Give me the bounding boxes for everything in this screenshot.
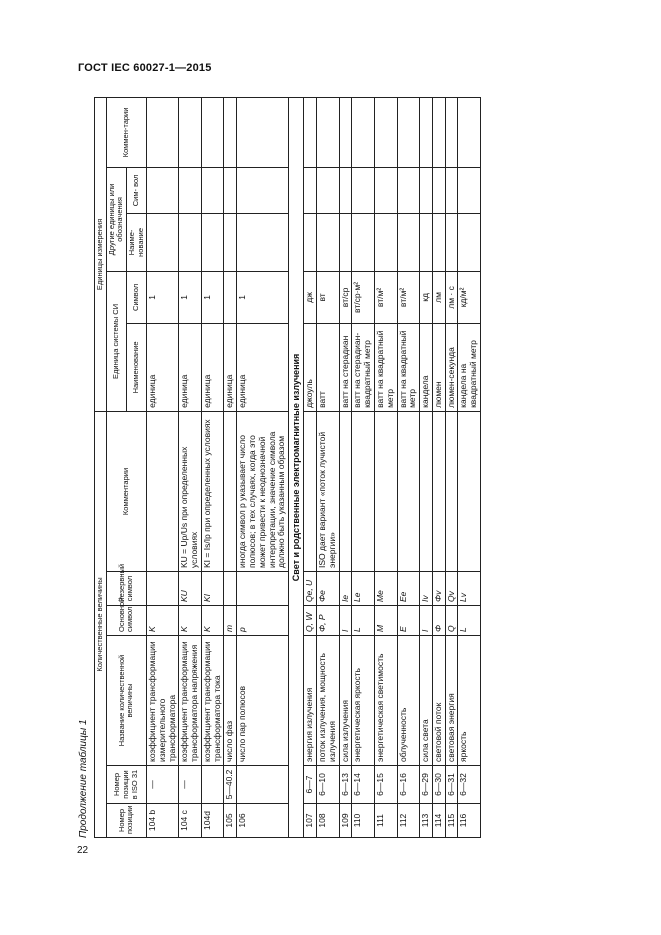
cell-name: облученность	[397, 636, 420, 766]
header-name: Название количественной величины	[106, 636, 147, 766]
cell-empty	[397, 213, 420, 271]
cell-main: Φ, P	[317, 606, 340, 636]
cell-si-symbol: лм	[432, 271, 445, 323]
cell-main: p	[237, 606, 289, 636]
cell-empty	[179, 97, 202, 167]
cell-main: L	[352, 606, 375, 636]
cell-empty	[375, 167, 398, 213]
cell-reserve: Qe, U	[304, 572, 317, 606]
cell-si-name: единица	[224, 323, 237, 411]
cell-empty	[317, 167, 340, 213]
document-title: ГОСТ IEC 60027-1—2015	[78, 62, 212, 74]
header-reserve-symbol: Резервный символ	[106, 572, 147, 606]
cell-main: K	[201, 606, 224, 636]
cell-comment: ISO дает вариант «поток лучистой энергии»	[317, 411, 340, 571]
cell-main: K	[179, 606, 202, 636]
cell-name: сила излучения	[339, 636, 352, 766]
cell-si-symbol: 1	[237, 271, 289, 323]
cell-si-name: единица	[237, 323, 289, 411]
cell-iso: 6—10	[317, 766, 340, 804]
cell-empty	[432, 213, 445, 271]
cell-iso: 6—32	[458, 766, 481, 804]
table-row	[224, 97, 237, 837]
cell-iso	[201, 766, 224, 804]
cell-main: I	[339, 606, 352, 636]
cell-si-symbol: 1	[147, 271, 179, 323]
cell-iso: —	[179, 766, 202, 804]
cell-si-symbol: кд	[420, 271, 433, 323]
cell-reserve: Ie	[339, 572, 352, 606]
continuation-label: Продолжение таблицы 1	[78, 719, 89, 838]
cell-si-name: ватт на квадратный метр	[375, 323, 398, 411]
cell-main: I	[420, 606, 433, 636]
cell-empty	[420, 213, 433, 271]
cell-empty	[397, 97, 420, 167]
cell-si-symbol: вт/ср	[339, 271, 352, 323]
cell-empty	[432, 97, 445, 167]
header-unit-comments: Коммен-тарии	[106, 97, 147, 167]
table-row	[397, 97, 420, 837]
cell-reserve	[237, 572, 289, 606]
cell-name: энергетическая светимость	[375, 636, 398, 766]
cell-reserve: Iv	[420, 572, 433, 606]
cell-reserve: Qv	[445, 572, 458, 606]
cell-reserve: Ee	[397, 572, 420, 606]
cell-empty	[458, 167, 481, 213]
cell-empty	[432, 167, 445, 213]
cell-pos: 104d	[201, 804, 224, 838]
table-body-electrical	[147, 97, 289, 837]
table-row	[317, 97, 340, 837]
cell-si-name: ватт на стерадиан	[339, 323, 352, 411]
cell-pos: 104 b	[147, 804, 179, 838]
cell-name: число пар полюсов	[237, 636, 289, 766]
cell-empty	[375, 97, 398, 167]
cell-comment	[147, 411, 179, 571]
cell-empty	[147, 167, 179, 213]
page-number: 22	[77, 845, 89, 856]
cell-comment	[458, 411, 481, 571]
cell-main: m	[224, 606, 237, 636]
section-title: Свет и родственные электромагнитные излучения	[289, 97, 304, 837]
cell-comment	[304, 411, 317, 571]
cell-iso: 6—16	[397, 766, 420, 804]
cell-si-symbol: кд/м²	[458, 271, 481, 323]
cell-empty	[224, 167, 237, 213]
cell-empty	[445, 97, 458, 167]
cell-name: световой поток	[432, 636, 445, 766]
cell-reserve: Φe	[317, 572, 340, 606]
cell-empty	[375, 213, 398, 271]
header-other-units: Другие единицы или обозначения	[106, 167, 126, 271]
cell-empty	[317, 213, 340, 271]
cell-reserve: Φv	[432, 572, 445, 606]
cell-iso: 6—29	[420, 766, 433, 804]
cell-si-name: джоуль	[304, 323, 317, 411]
cell-si-symbol: 1	[201, 271, 224, 323]
cell-main: L	[458, 606, 481, 636]
cell-name: число фаз	[224, 636, 237, 766]
table-row	[201, 97, 224, 837]
cell-empty	[317, 97, 340, 167]
cell-si-name: ватт на стерадиан-квадратный метр	[352, 323, 375, 411]
cell-empty	[179, 167, 202, 213]
cell-pos: 112	[397, 804, 420, 838]
cell-pos: 110	[352, 804, 375, 838]
table-body-light	[304, 97, 480, 837]
cell-iso: 6—13	[339, 766, 352, 804]
cell-empty	[339, 97, 352, 167]
header-other-symbol: Сим- вол	[126, 167, 146, 213]
cell-empty	[339, 167, 352, 213]
cell-empty	[237, 213, 289, 271]
cell-empty	[397, 167, 420, 213]
cell-main: Q, W	[304, 606, 317, 636]
cell-reserve: Le	[352, 572, 375, 606]
cell-iso	[237, 766, 289, 804]
cell-si-symbol: лм · с	[445, 271, 458, 323]
cell-reserve	[147, 572, 179, 606]
cell-si-symbol: вт/м²	[375, 271, 398, 323]
cell-pos: 111	[375, 804, 398, 838]
cell-si-symbol: вт/м²	[397, 271, 420, 323]
cell-empty	[458, 97, 481, 167]
cell-si-name: кандела	[420, 323, 433, 411]
table-row	[304, 97, 317, 837]
table-row	[445, 97, 458, 837]
cell-si-symbol	[224, 271, 237, 323]
cell-name: коэффициент трансформации трансформатора тока	[201, 636, 224, 766]
table-row	[432, 97, 445, 837]
cell-iso: 6—14	[352, 766, 375, 804]
cell-comment	[375, 411, 398, 571]
cell-comment	[352, 411, 375, 571]
cell-empty	[201, 213, 224, 271]
cell-reserve: Me	[375, 572, 398, 606]
table-row	[375, 97, 398, 837]
cell-reserve	[224, 572, 237, 606]
group-header-units: Единицы измерения	[95, 97, 107, 411]
cell-main: M	[375, 606, 398, 636]
table-row	[339, 97, 352, 837]
cell-empty	[420, 97, 433, 167]
cell-name: энергетическая яркость	[352, 636, 375, 766]
header-position: Номер позиции	[106, 804, 147, 838]
rotated-table-container	[94, 98, 479, 838]
cell-pos: 114	[432, 804, 445, 838]
table-row	[237, 97, 289, 837]
cell-empty	[201, 97, 224, 167]
cell-iso: —	[147, 766, 179, 804]
cell-main: E	[397, 606, 420, 636]
cell-empty	[224, 213, 237, 271]
quantities-table	[94, 97, 481, 838]
cell-empty	[304, 97, 317, 167]
cell-empty	[445, 213, 458, 271]
cell-empty	[237, 167, 289, 213]
cell-si-name: ватт	[317, 323, 340, 411]
cell-empty	[179, 213, 202, 271]
cell-si-name: единица	[179, 323, 202, 411]
cell-pos: 109	[339, 804, 352, 838]
header-comments: Комментарии	[106, 411, 147, 571]
group-header-quantities: Количественные величины	[95, 411, 107, 837]
cell-empty	[352, 97, 375, 167]
cell-main: K	[147, 606, 179, 636]
cell-pos: 116	[458, 804, 481, 838]
cell-main: Q	[445, 606, 458, 636]
cell-comment: KU = Up/Us при определенных условиях	[179, 411, 202, 571]
cell-reserve: KU	[179, 572, 202, 606]
cell-name: сила света	[420, 636, 433, 766]
cell-iso: 6—30	[432, 766, 445, 804]
header-si-symbol: Символ	[126, 271, 146, 323]
cell-empty	[304, 167, 317, 213]
cell-empty	[147, 97, 179, 167]
cell-pos: 105	[224, 804, 237, 838]
header-si-name: Наименование	[126, 323, 146, 411]
header-other-name: Наиме- нование	[126, 213, 146, 271]
cell-empty	[237, 97, 289, 167]
cell-empty	[147, 213, 179, 271]
cell-pos: 106	[237, 804, 289, 838]
cell-reserve: KI	[201, 572, 224, 606]
cell-iso: 6—31	[445, 766, 458, 804]
cell-iso: 5—40.2	[224, 766, 237, 804]
table-row	[147, 97, 179, 837]
cell-empty	[352, 213, 375, 271]
cell-name: коэффициент трансформации трансформатора напряжения	[179, 636, 202, 766]
cell-si-name: единица	[147, 323, 179, 411]
cell-pos: 115	[445, 804, 458, 838]
cell-si-name: люмен	[432, 323, 445, 411]
table-row	[458, 97, 481, 837]
cell-empty	[339, 213, 352, 271]
cell-pos: 113	[420, 804, 433, 838]
cell-si-symbol: дж	[304, 271, 317, 323]
cell-comment	[397, 411, 420, 571]
cell-empty	[458, 213, 481, 271]
cell-empty	[224, 97, 237, 167]
cell-pos: 104 c	[179, 804, 202, 838]
cell-si-symbol: вт/ср·м²	[352, 271, 375, 323]
cell-name: энергия излучения	[304, 636, 317, 766]
cell-name: световая энергия	[445, 636, 458, 766]
cell-comment: KI = Is/Ip при определенных условиях	[201, 411, 224, 571]
cell-si-name: люмен-секунда	[445, 323, 458, 411]
cell-reserve: Lv	[458, 572, 481, 606]
cell-name: поток излучения, мощность излучения	[317, 636, 340, 766]
cell-name: яркость	[458, 636, 481, 766]
cell-iso: 6—7	[304, 766, 317, 804]
table-row	[179, 97, 202, 837]
cell-empty	[304, 213, 317, 271]
cell-si-symbol: 1	[179, 271, 202, 323]
cell-comment	[339, 411, 352, 571]
cell-si-name: кандела на квадратный метр	[458, 323, 481, 411]
cell-si-name: ватт на квадратный метр	[397, 323, 420, 411]
cell-empty	[445, 167, 458, 213]
table-row	[352, 97, 375, 837]
cell-main: Φ	[432, 606, 445, 636]
cell-comment	[445, 411, 458, 571]
cell-comment: иногда символ p указывает число полюсов; в тех случаях, когда это может привести к неоднозначной интерпретации, значение символа должно быть указанным образом	[237, 411, 289, 571]
header-iso-position: Номер позиции в ISO 31	[106, 766, 147, 804]
cell-si-symbol: вт	[317, 271, 340, 323]
header-si-unit: Единица системы СИ	[106, 271, 126, 411]
cell-empty	[420, 167, 433, 213]
cell-pos: 107	[304, 804, 317, 838]
cell-comment	[432, 411, 445, 571]
cell-iso: 6—15	[375, 766, 398, 804]
table-row	[420, 97, 433, 837]
cell-pos: 108	[317, 804, 340, 838]
cell-empty	[352, 167, 375, 213]
cell-comment	[224, 411, 237, 571]
cell-si-name: единица	[201, 323, 224, 411]
cell-empty	[201, 167, 224, 213]
header-main-symbol: Основной символ	[106, 606, 147, 636]
cell-comment	[420, 411, 433, 571]
cell-name: коэффициент трансформации измерительного трансформатора	[147, 636, 179, 766]
